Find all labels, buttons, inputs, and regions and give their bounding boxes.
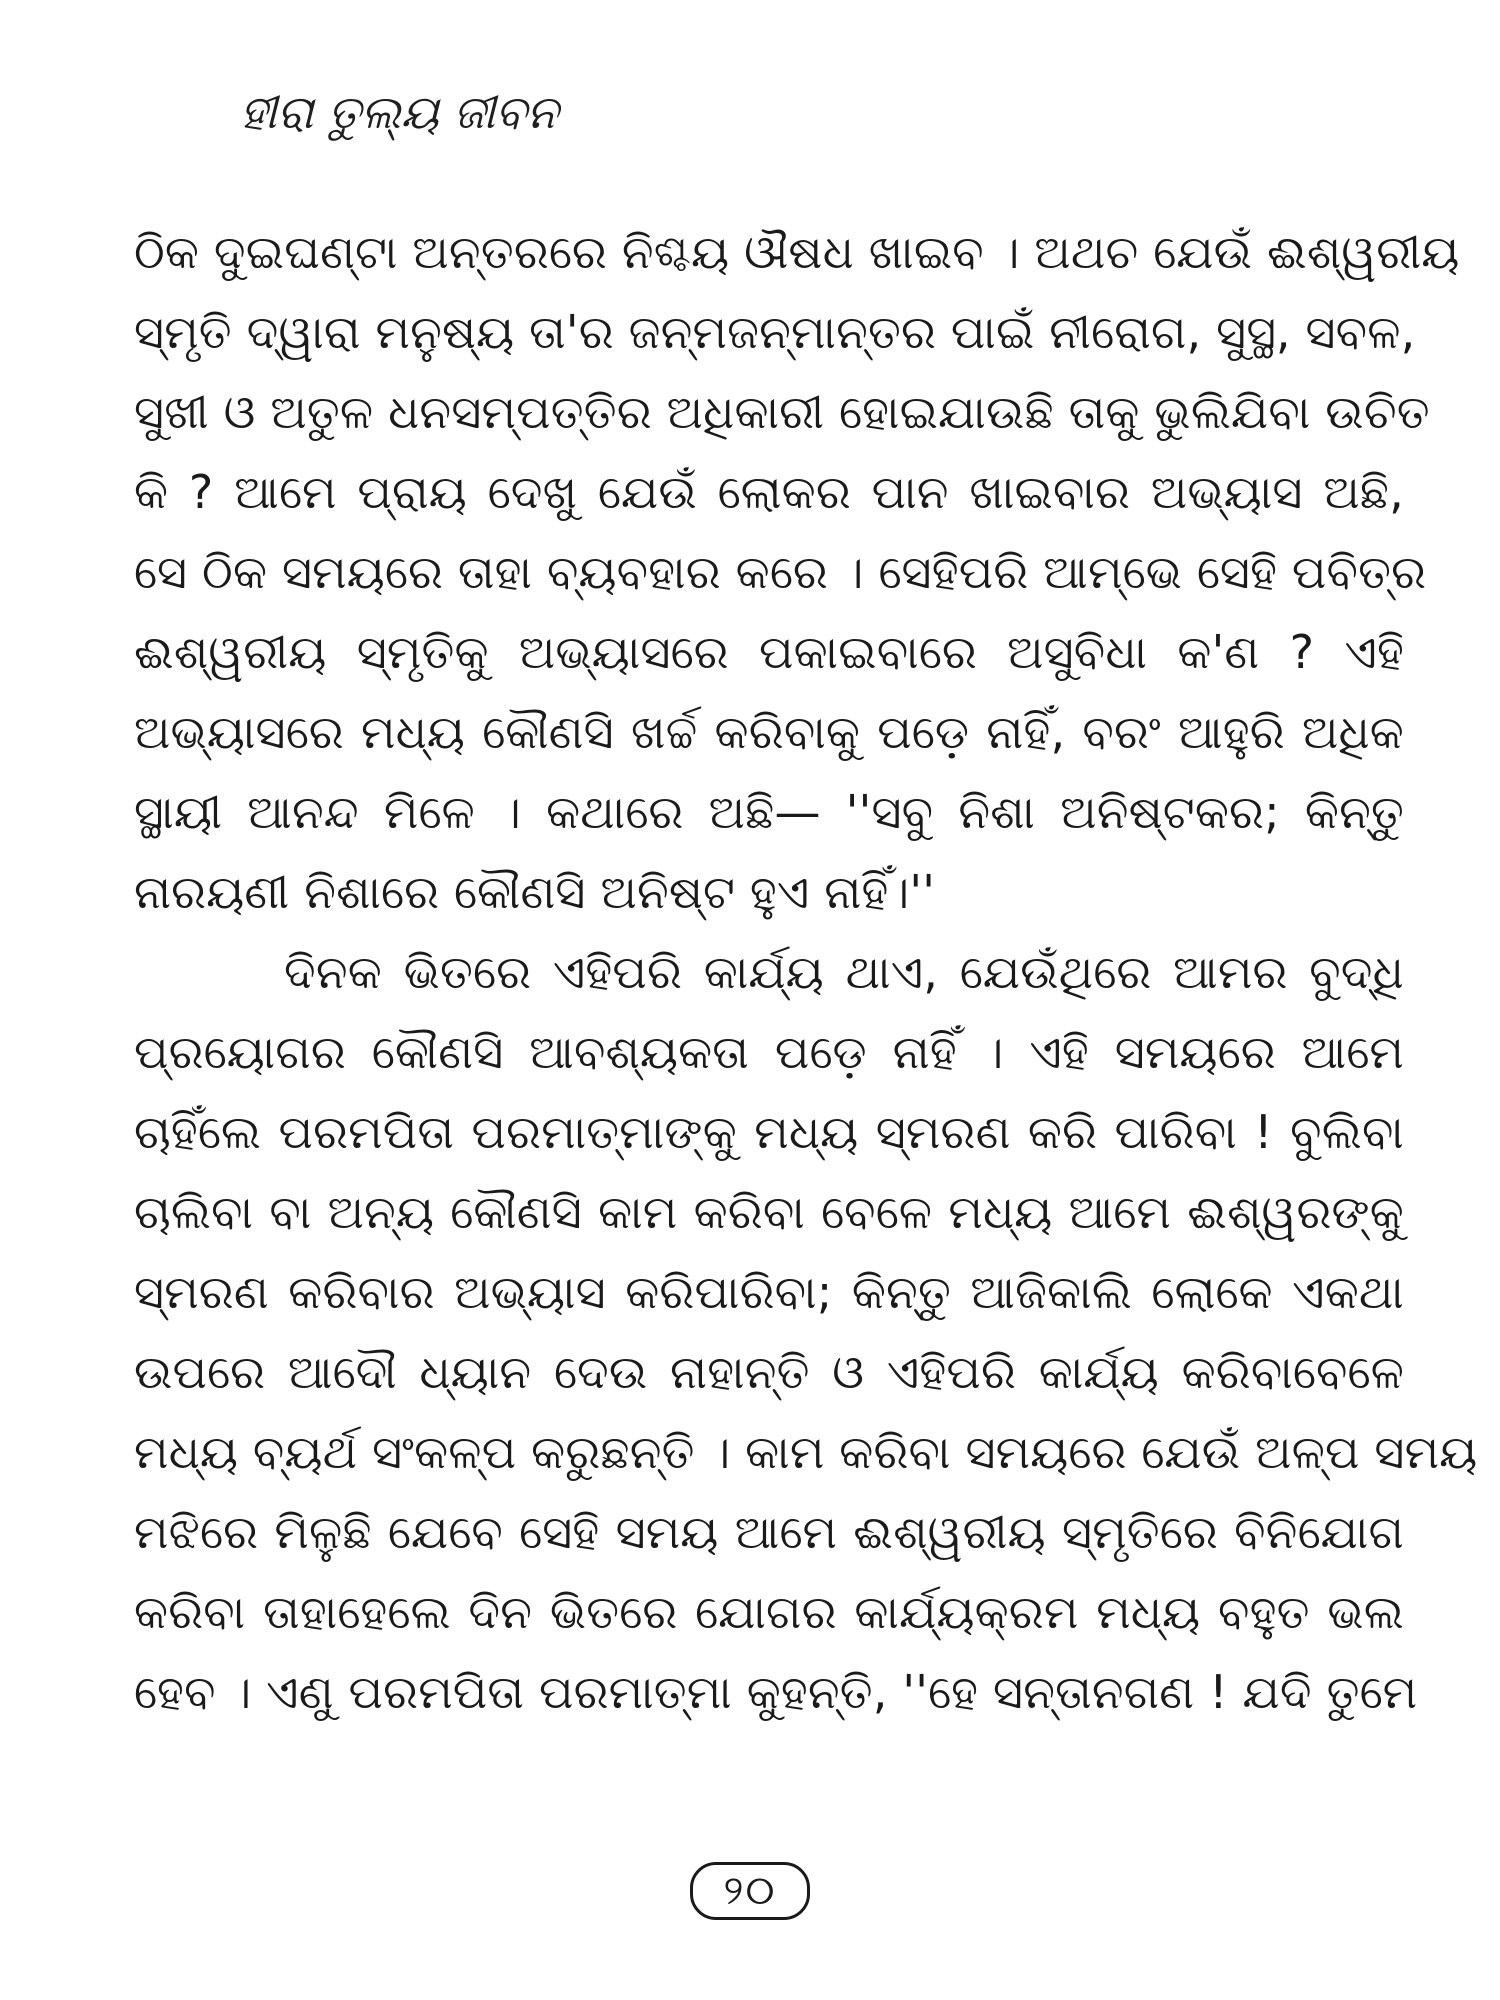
text-line: ସ୍ମରଣ କରିବାର ଅଭ୍ୟାସ କରିପାରିବା; କିନ୍ତୁ ଆଜିକାଲି ଲୋକେ ଏକଥା: [134, 1265, 1404, 1319]
paragraph-2: [134, 932, 1478, 1732]
text-line: ସ୍ଥାୟୀ ଆନନ୍ଦ ମିଳେ । କଥାରେ ଅଛି— ''ସବୁ ନିଶା ଅନିଷ୍ଟକର; କିନ୍ତୁ: [134, 785, 1404, 839]
text-line: ପ୍ରୟୋଗର କୌଣସି ଆବଶ୍ୟକତା ପଡ଼େ ନାହିଁ । ଏହି ସମୟରେ ଆମେ: [134, 1025, 1404, 1079]
text-line: ହେବ । ଏଣୁ ପରମପିତା ପରମାତ୍ମା କୁହନ୍ତି, ''ହେ ସନ୍ତାନଗଣ ! ଯଦି ତୁମେ: [134, 1665, 1418, 1719]
text-line: ମଝିରେ ମିଳୁଛି ଯେବେ ସେହି ସମୟ ଆମେ ଈଶ୍ୱରୀୟ ସ୍ମୃତିରେ ବିନିଯୋଗ: [134, 1505, 1404, 1559]
text-line: କରିବା ତାହାହେଲେ ଦିନ ଭିତରେ ଯୋଗର କାର୍ଯ୍ୟକ୍ରମ ମଧ୍ୟ ବହୁତ ଭଲ: [134, 1585, 1404, 1639]
text-line: ଦିନକ ଭିତରେ ଏହିପରି କାର୍ଯ୍ୟ ଥାଏ, ଯେଉଁଥିରେ ଆମର ବୁଦ୍ଧି: [284, 945, 1404, 999]
text-line: ଈଶ୍ୱରୀୟ ସ୍ମୃତିକୁ ଅଭ୍ୟାସରେ ପକାଇବାରେ ଅସୁବିଧା କ'ଣ ? ଏହି: [134, 625, 1404, 679]
body-text: [134, 212, 1478, 1732]
page-number: ୨୦: [723, 1868, 777, 1914]
paragraph-1: [134, 212, 1460, 932]
page-number-box: [690, 1862, 810, 1920]
text-line: ଚାହିଁଲେ ପରମପିତା ପରମାତ୍ମାଙ୍କୁ ମଧ୍ୟ ସ୍ମରଣ କରି ପାରିବା ! ବୁଲିବା: [134, 1105, 1404, 1159]
running-head-title: ହୀରା ତୁଲ୍ୟ ଜୀବନ: [240, 85, 559, 139]
text-line: କି ? ଆମେ ପ୍ରାୟ ଦେଖୁ ଯେଉଁ ଲୋକର ପାନ ଖାଇବାର ଅଭ୍ୟାସ ଅଛି,: [134, 465, 1404, 519]
text-line: ସୁଖୀ ଓ ଅତୁଳ ଧନସମ୍ପତ୍ତିର ଅଧିକାରୀ ହୋଇଯାଉଛି ତାକୁ ଭୁଲିଯିବା ଉଚିତ: [134, 385, 1430, 439]
text-line: ଅଭ୍ୟାସରେ ମଧ୍ୟ କୌଣସି ଖର୍ଚ୍ଚ କରିବାକୁ ପଡ଼େ ନାହିଁ, ବରଂ ଆହୁରି ଅଧିକ: [134, 705, 1404, 759]
text-line: ଚାଲିବା ବା ଅନ୍ୟ କୌଣସି କାମ କରିବା ବେଳେ ମଧ୍ୟ ଆମେ ଈଶ୍ୱରଙ୍କୁ: [134, 1185, 1404, 1239]
text-line: ଠିକ ଦୁଇଘଣ୍ଟା ଅନ୍ତରରେ ନିଶ୍ଚୟ ଔଷଧ ଖାଇବ । ଅଥଚ ଯେଉଁ ଈଶ୍ୱରୀୟ: [134, 225, 1460, 279]
text-line: ସ୍ମୃତି ଦ୍ୱାରା ମନୁଷ୍ୟ ତା'ର ଜନ୍ମଜନ୍ମାନ୍ତର ପାଇଁ ନୀରୋଗ, ସୁସ୍ଥ, ସବଳ,: [134, 305, 1416, 359]
text-line: ସେ ଠିକ ସମୟରେ ତାହା ବ୍ୟବହାର କରେ । ସେହିପରି ଆମ୍ଭେ ସେହି ପବିତ୍ର: [134, 545, 1427, 599]
text-line: ଉପରେ ଆଦୌ ଧ୍ୟାନ ଦେଉ ନାହାନ୍ତି ଓ ଏହିପରି କାର୍ଯ୍ୟ କରିବାବେଳେ: [134, 1345, 1404, 1399]
text-line: ମଧ୍ୟ ବ୍ୟର୍ଥ ସଂକଳ୍ପ କରୁଛନ୍ତି । କାମ କରିବା ସମୟରେ ଯେଉଁ ଅଳ୍ପ ସମୟ: [134, 1425, 1478, 1479]
text-line: ନାରୟଣୀ ନିଶାରେ କୌଣସି ଅନିଷ୍ଟ ହୁଏ ନାହିଁ।'': [134, 865, 936, 919]
